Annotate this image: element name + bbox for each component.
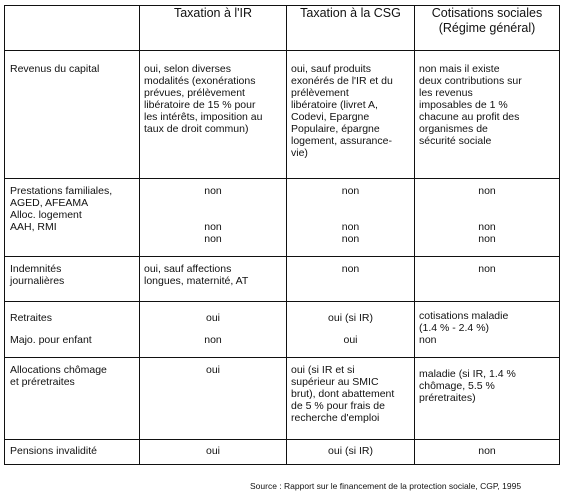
cell-label: [5, 440, 140, 465]
cell-ir: [140, 179, 287, 257]
cell-text: oui: [343, 334, 358, 346]
cell-text: non: [204, 185, 222, 197]
cell-text: non: [341, 185, 360, 197]
cell-text: (1.4 % - 2.4 %): [419, 322, 490, 334]
cell-csg: [287, 51, 415, 179]
cell-text: oui (si IR): [328, 312, 373, 324]
cell-text: non mais il existe: [419, 63, 500, 75]
cell-label: [5, 302, 140, 358]
row-indemnites: [5, 257, 560, 302]
header-cotisations-line2: (Régime général): [438, 21, 536, 35]
cell-text: vie): [291, 147, 308, 159]
cell-text: oui, sauf affections: [144, 263, 232, 275]
header-row: [5, 6, 560, 51]
cell-csg: [287, 440, 415, 465]
cell-text: les intérêts, imposition au: [144, 111, 263, 123]
cell-text: non: [478, 263, 496, 275]
cell-text: oui: [205, 312, 220, 324]
cell-text: sécurité sociale: [419, 135, 492, 147]
taxation-table: [4, 5, 560, 465]
cell-text: deux contributions sur: [419, 75, 522, 87]
cell-cotisations: [415, 179, 560, 257]
cell-label: [5, 358, 140, 440]
header-ir: [140, 6, 287, 51]
cell-text: Codevi, Epargne: [291, 111, 370, 123]
cell-text: non: [204, 233, 222, 245]
cell-text: oui, selon diverses: [144, 63, 231, 75]
row-label: Revenus du capital: [10, 63, 100, 75]
row-invalidite: [5, 440, 560, 465]
cell-text: non: [341, 233, 360, 245]
cell-text: exonérés de l'IR et du: [291, 75, 393, 87]
cell-text: oui (si IR): [328, 445, 373, 457]
cell-text: oui (si IR et si: [291, 364, 355, 376]
cell-text: Populaire, épargne: [291, 123, 380, 135]
row-label: Allocations chômage: [10, 364, 107, 376]
cell-text: libératoire (livret A,: [291, 99, 378, 111]
cell-text: non: [204, 221, 222, 233]
header-ir-text: Taxation à l'IR: [173, 6, 253, 20]
cell-text: imposables de 1 %: [419, 99, 508, 111]
header-csg: [287, 6, 415, 51]
row-label: Alloc. logement: [10, 209, 82, 221]
cell-text: non: [478, 221, 496, 233]
source-note: Source : Rapport sur le financement de la protection sociale, CGP, 1995: [250, 481, 522, 491]
cell-ir: [140, 440, 287, 465]
cell-csg: [287, 257, 415, 302]
cell-text: non: [341, 263, 360, 275]
cell-cotisations: [415, 440, 560, 465]
cell-text: préretraites): [419, 392, 476, 404]
cell-cotisations: [415, 302, 560, 358]
row-label: Retraites: [10, 312, 53, 324]
cell-ir: [140, 257, 287, 302]
cell-label: [5, 179, 140, 257]
cell-ir: [140, 302, 287, 358]
cell-label: [5, 257, 140, 302]
cell-cotisations: [415, 257, 560, 302]
cell-cotisations: [415, 51, 560, 179]
cell-text: taux de droit commun): [144, 123, 249, 135]
cell-cotisations: [415, 358, 560, 440]
row-label: Majo. pour enfant: [10, 334, 92, 346]
row-revenus-capital: [5, 51, 560, 179]
row-label: journalières: [10, 275, 65, 287]
cell-text: prélèvement: [291, 87, 349, 99]
cell-text: recherche d'emploi: [291, 412, 380, 424]
header-cotisations: [415, 6, 560, 51]
cell-text: chacune au profit des: [419, 111, 520, 123]
cell-text: logement, assurance-: [291, 135, 392, 147]
cell-text: oui: [205, 364, 220, 376]
cell-csg: [287, 179, 415, 257]
row-label: Pensions invalidité: [10, 445, 97, 457]
cell-text: prévues, prélèvement: [144, 87, 245, 99]
cell-ir: [140, 51, 287, 179]
cell-text: cotisations maladie: [419, 310, 509, 322]
cell-text: longues, maternité, AT: [144, 275, 249, 287]
row-label: Indemnités: [10, 263, 62, 275]
cell-text: modalités (exonérations: [144, 75, 256, 87]
cell-csg: [287, 358, 415, 440]
header-cotisations-line1: Cotisations sociales: [431, 6, 543, 20]
cell-csg: [287, 302, 415, 358]
cell-text: les revenus: [419, 87, 473, 99]
row-label: Prestations familiales,: [10, 185, 113, 197]
cell-text: non: [478, 445, 496, 457]
cell-text: non: [204, 334, 222, 346]
cell-text: maladie (si IR, 1.4 %: [419, 368, 516, 380]
cell-text: non: [478, 233, 496, 245]
cell-text: organismes de: [419, 123, 488, 135]
cell-text: brut), dont abattement: [291, 388, 395, 400]
cell-text: non: [341, 221, 360, 233]
cell-text: non: [478, 185, 496, 197]
row-label: AAH, RMI: [10, 221, 57, 233]
cell-text: chômage, 5.5 %: [419, 380, 495, 392]
cell-label: [5, 51, 140, 179]
row-label: et préretraites: [10, 376, 75, 388]
row-prestations: [5, 179, 560, 257]
cell-text: oui: [205, 445, 220, 457]
cell-text: de 5 % pour frais de: [291, 400, 385, 412]
cell-ir: [140, 358, 287, 440]
header-empty: [5, 6, 140, 51]
row-retraites: [5, 302, 560, 358]
row-label: AGED, AFEAMA: [10, 197, 89, 209]
cell-text: non: [419, 334, 437, 346]
cell-text: oui, sauf produits: [291, 63, 371, 75]
row-chomage: [5, 358, 560, 440]
header-csg-text: Taxation à la CSG: [300, 6, 401, 20]
cell-text: supérieur au SMIC: [291, 376, 379, 388]
cell-text: libératoire de 15 % pour: [144, 99, 256, 111]
